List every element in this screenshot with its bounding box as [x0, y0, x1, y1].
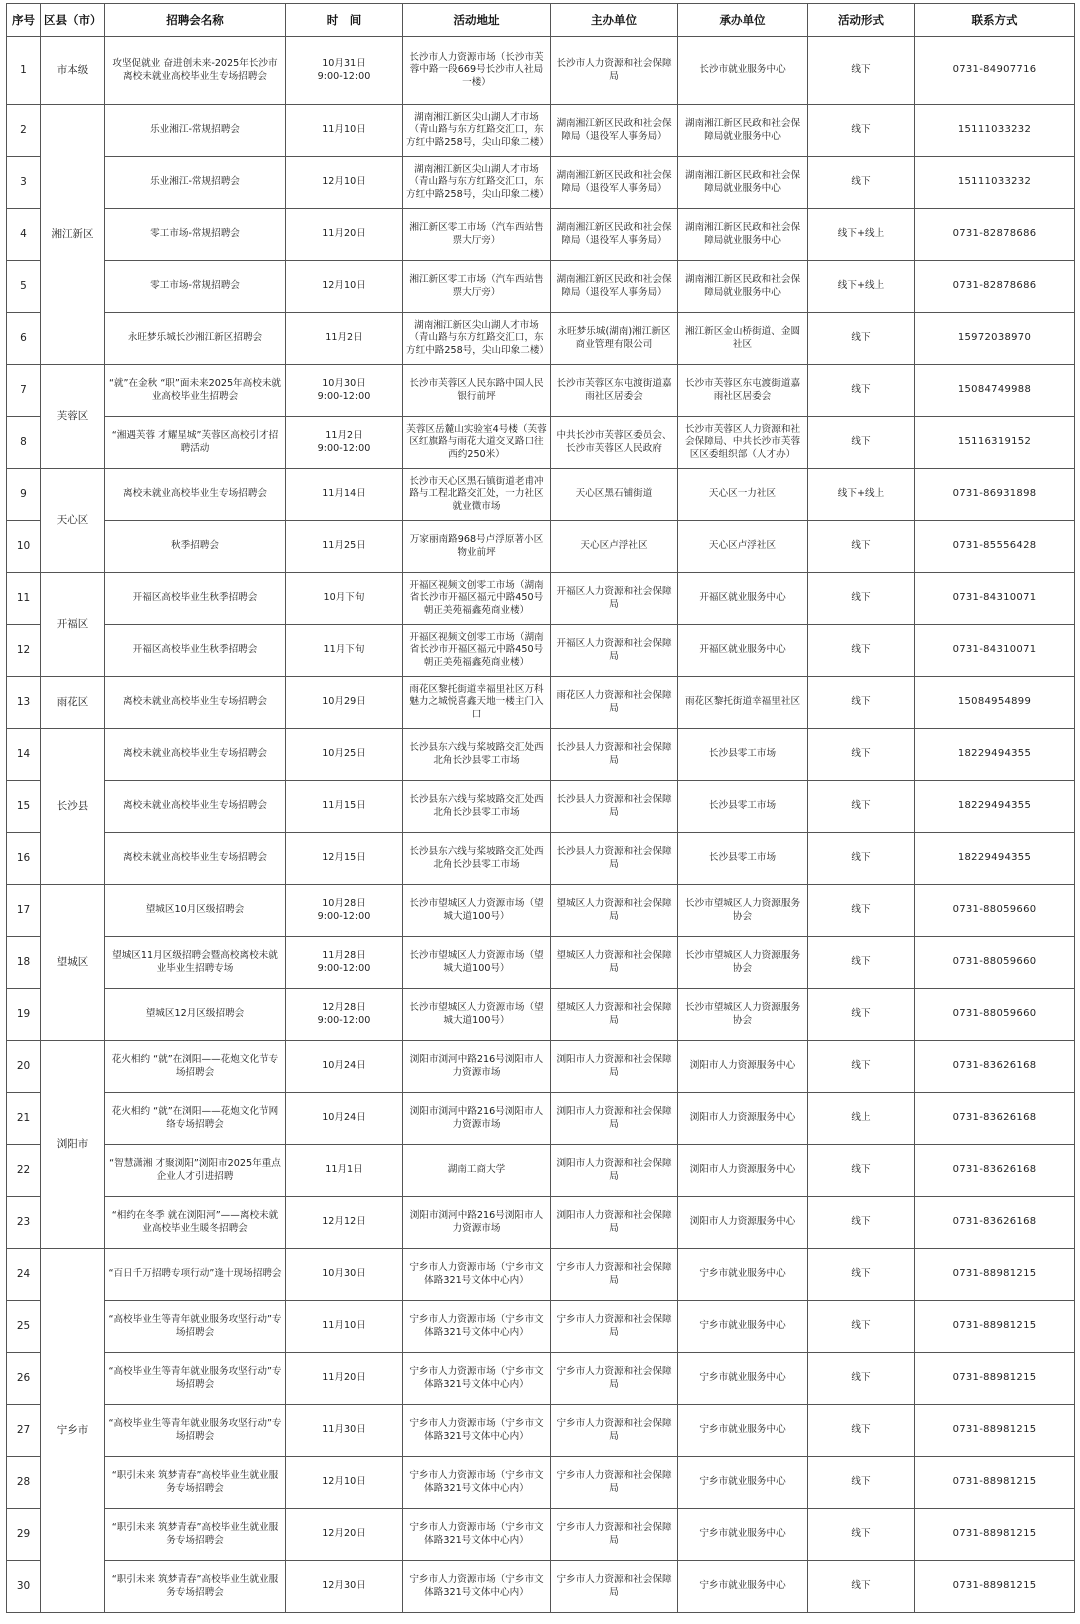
- row-number-cell: 5: [7, 261, 41, 313]
- format-cell: 线下: [808, 937, 915, 989]
- time-cell: 11月28日 9:00-12:00: [286, 937, 403, 989]
- format-cell: 线下: [808, 105, 915, 157]
- table-row: [7, 209, 1075, 261]
- organizer-cell: 开福区就业服务中心: [678, 573, 808, 625]
- contact-cell: 0731-88981215: [915, 1509, 1075, 1561]
- fair-name-cell: 离校未就业高校毕业生专场招聘会: [105, 469, 286, 521]
- organizer-cell: 长沙市望城区人力资源服务协会: [678, 989, 808, 1041]
- host-org-cell: 雨花区人力资源和社会保障局: [551, 677, 678, 729]
- time-cell: 11月20日: [286, 209, 403, 261]
- contact-cell: 0731-82878686: [915, 261, 1075, 313]
- format-cell: 线下: [808, 521, 915, 573]
- contact-cell: 0731-88059660: [915, 937, 1075, 989]
- time-cell: 11月30日: [286, 1405, 403, 1457]
- header-cell: 区县（市）: [41, 4, 105, 37]
- format-cell: 线下: [808, 157, 915, 209]
- time-cell: 11月2日 9:00-12:00: [286, 417, 403, 469]
- organizer-cell: 宁乡市就业服务中心: [678, 1405, 808, 1457]
- fair-name-cell: 零工市场-常规招聘会: [105, 261, 286, 313]
- address-cell: 长沙市人力资源市场（长沙市芙蓉中路一段669号长沙市人社局一楼）: [403, 37, 551, 105]
- format-cell: 线下: [808, 989, 915, 1041]
- fair-name-cell: “智慧潇湘 才聚浏阳”浏阳市2025年重点企业人才引进招聘: [105, 1145, 286, 1197]
- fair-name-cell: “职引未来 筑梦青春”高校毕业生就业服务专场招聘会: [105, 1457, 286, 1509]
- format-cell: 线下: [808, 313, 915, 365]
- contact-cell: 0731-85556428: [915, 521, 1075, 573]
- contact-cell: 0731-88981215: [915, 1405, 1075, 1457]
- table-row: [7, 105, 1075, 157]
- format-cell: 线下: [808, 885, 915, 937]
- contact-cell: 18229494355: [915, 729, 1075, 781]
- fair-name-cell: 花火相约 “就”在浏阳——花炮文化节专场招聘会: [105, 1041, 286, 1093]
- fair-name-cell: “相约在冬季 就在浏阳河”——离校未就业高校毕业生暖冬招聘会: [105, 1197, 286, 1249]
- host-org-cell: 长沙市人力资源和社会保障局: [551, 37, 678, 105]
- contact-cell: 0731-88981215: [915, 1457, 1075, 1509]
- format-cell: 线下: [808, 1145, 915, 1197]
- district-cell: 开福区: [41, 573, 105, 677]
- host-org-cell: 中共长沙市芙蓉区委员会、长沙市芙蓉区人民政府: [551, 417, 678, 469]
- organizer-cell: 浏阳市人力资源服务中心: [678, 1041, 808, 1093]
- table-row: [7, 1041, 1075, 1093]
- table-row: [7, 365, 1075, 417]
- table-row: [7, 885, 1075, 937]
- table-row: [7, 1509, 1075, 1561]
- table-row: [7, 261, 1075, 313]
- format-cell: 线下: [808, 1405, 915, 1457]
- header-cell: 主办单位: [551, 4, 678, 37]
- table-row: [7, 37, 1075, 105]
- district-cell: 长沙县: [41, 729, 105, 885]
- organizer-cell: 湖南湘江新区民政和社会保障局就业服务中心: [678, 209, 808, 261]
- address-cell: 宁乡市人力资源市场（宁乡市文体路321号文体中心内）: [403, 1457, 551, 1509]
- address-cell: 宁乡市人力资源市场（宁乡市文体路321号文体中心内）: [403, 1405, 551, 1457]
- district-cell: 湘江新区: [41, 105, 105, 365]
- format-cell: 线下+线上: [808, 469, 915, 521]
- host-org-cell: 长沙市芙蓉区东屯渡街道嘉雨社区居委会: [551, 365, 678, 417]
- fair-name-cell: 望城区10月区级招聘会: [105, 885, 286, 937]
- host-org-cell: 湖南湘江新区民政和社会保障局（退役军人事务局）: [551, 261, 678, 313]
- contact-cell: 15111033232: [915, 105, 1075, 157]
- contact-cell: 0731-84310071: [915, 625, 1075, 677]
- organizer-cell: 天心区一力社区: [678, 469, 808, 521]
- fair-name-cell: 望城区11月区级招聘会暨高校离校未就业毕业生招聘专场: [105, 937, 286, 989]
- row-number-cell: 22: [7, 1145, 41, 1197]
- header-cell: 招聘会名称: [105, 4, 286, 37]
- row-number-cell: 23: [7, 1197, 41, 1249]
- header-cell: 时 间: [286, 4, 403, 37]
- address-cell: 万家丽南路968号卢浮原著小区物业前坪: [403, 521, 551, 573]
- time-cell: 10月28日 9:00-12:00: [286, 885, 403, 937]
- row-number-cell: 24: [7, 1249, 41, 1301]
- time-cell: 11月25日: [286, 521, 403, 573]
- organizer-cell: 湘江新区金山桥街道、金圆社区: [678, 313, 808, 365]
- fair-name-cell: “职引未来 筑梦青春”高校毕业生就业服务专场招聘会: [105, 1509, 286, 1561]
- address-cell: 长沙县东六线与桨坡路交汇处西北角长沙县零工市场: [403, 833, 551, 885]
- row-number-cell: 6: [7, 313, 41, 365]
- row-number-cell: 18: [7, 937, 41, 989]
- address-cell: 湘江新区零工市场（汽车西站售票大厅旁）: [403, 261, 551, 313]
- fair-name-cell: “职引未来 筑梦青春”高校毕业生就业服务专场招聘会: [105, 1561, 286, 1613]
- host-org-cell: 宁乡市人力资源和社会保障局: [551, 1561, 678, 1613]
- table-row: [7, 1145, 1075, 1197]
- row-number-cell: 3: [7, 157, 41, 209]
- fair-name-cell: 离校未就业高校毕业生专场招聘会: [105, 729, 286, 781]
- table-row: [7, 573, 1075, 625]
- host-org-cell: 天心区卢浮社区: [551, 521, 678, 573]
- address-cell: 宁乡市人力资源市场（宁乡市文体路321号文体中心内）: [403, 1301, 551, 1353]
- contact-cell: 0731-84907716: [915, 37, 1075, 105]
- contact-cell: 0731-86931898: [915, 469, 1075, 521]
- host-org-cell: 湖南湘江新区民政和社会保障局（退役军人事务局）: [551, 209, 678, 261]
- address-cell: 宁乡市人力资源市场（宁乡市文体路321号文体中心内）: [403, 1509, 551, 1561]
- district-cell: 浏阳市: [41, 1041, 105, 1249]
- fair-name-cell: 乐业湘江-常规招聘会: [105, 157, 286, 209]
- host-org-cell: 宁乡市人力资源和社会保障局: [551, 1249, 678, 1301]
- table-row: [7, 1457, 1075, 1509]
- organizer-cell: 宁乡市就业服务中心: [678, 1457, 808, 1509]
- time-cell: 12月10日: [286, 261, 403, 313]
- row-number-cell: 11: [7, 573, 41, 625]
- organizer-cell: 湖南湘江新区民政和社会保障局就业服务中心: [678, 157, 808, 209]
- contact-cell: 0731-88059660: [915, 885, 1075, 937]
- address-cell: 雨花区黎托街道幸福里社区万科魅力之城悦喜鑫天地一楼主门入口: [403, 677, 551, 729]
- host-org-cell: 长沙县人力资源和社会保障局: [551, 781, 678, 833]
- host-org-cell: 宁乡市人力资源和社会保障局: [551, 1301, 678, 1353]
- table-body: [7, 37, 1075, 1613]
- host-org-cell: 湖南湘江新区民政和社会保障局（退役军人事务局）: [551, 157, 678, 209]
- address-cell: 浏阳市浏河中路216号浏阳市人力资源市场: [403, 1093, 551, 1145]
- time-cell: 12月10日: [286, 1457, 403, 1509]
- row-number-cell: 2: [7, 105, 41, 157]
- organizer-cell: 长沙县零工市场: [678, 833, 808, 885]
- table-row: [7, 625, 1075, 677]
- host-org-cell: 湖南湘江新区民政和社会保障局（退役军人事务局）: [551, 105, 678, 157]
- format-cell: 线下: [808, 1457, 915, 1509]
- organizer-cell: 长沙市望城区人力资源服务协会: [678, 937, 808, 989]
- format-cell: 线下+线上: [808, 209, 915, 261]
- table-row: [7, 1093, 1075, 1145]
- row-number-cell: 15: [7, 781, 41, 833]
- table-row: [7, 677, 1075, 729]
- table-row: [7, 313, 1075, 365]
- fair-name-cell: 离校未就业高校毕业生专场招聘会: [105, 833, 286, 885]
- contact-cell: 0731-88981215: [915, 1353, 1075, 1405]
- organizer-cell: 长沙市芙蓉区东屯渡街道嘉雨社区居委会: [678, 365, 808, 417]
- row-number-cell: 29: [7, 1509, 41, 1561]
- row-number-cell: 8: [7, 417, 41, 469]
- fair-name-cell: “就”在金秋 “职”面未来2025年高校未就业高校毕业生招聘会: [105, 365, 286, 417]
- format-cell: 线下: [808, 729, 915, 781]
- contact-cell: 0731-88981215: [915, 1561, 1075, 1613]
- contact-cell: 0731-83626168: [915, 1145, 1075, 1197]
- host-org-cell: 浏阳市人力资源和社会保障局: [551, 1145, 678, 1197]
- table-row: [7, 1301, 1075, 1353]
- table-row: [7, 833, 1075, 885]
- table-row: [7, 1249, 1075, 1301]
- time-cell: 10月25日: [286, 729, 403, 781]
- time-cell: 10月29日: [286, 677, 403, 729]
- table-row: [7, 417, 1075, 469]
- format-cell: 线下: [808, 573, 915, 625]
- fair-name-cell: 离校未就业高校毕业生专场招聘会: [105, 677, 286, 729]
- address-cell: 湖南湘江新区尖山湖人才市场（青山路与东方红路交汇口，东方红中路258号，尖山印象二楼）: [403, 157, 551, 209]
- address-cell: 宁乡市人力资源市场（宁乡市文体路321号文体中心内）: [403, 1249, 551, 1301]
- row-number-cell: 9: [7, 469, 41, 521]
- address-cell: 宁乡市人力资源市场（宁乡市文体路321号文体中心内）: [403, 1353, 551, 1405]
- format-cell: 线下: [808, 417, 915, 469]
- header-cell: 序号: [7, 4, 41, 37]
- address-cell: 长沙市望城区人力资源市场（望城大道100号）: [403, 885, 551, 937]
- time-cell: 10月31日 9:00-12:00: [286, 37, 403, 105]
- contact-cell: 0731-83626168: [915, 1197, 1075, 1249]
- host-org-cell: 浏阳市人力资源和社会保障局: [551, 1197, 678, 1249]
- format-cell: 线下: [808, 1197, 915, 1249]
- format-cell: 线下: [808, 1561, 915, 1613]
- row-number-cell: 20: [7, 1041, 41, 1093]
- job-fair-table: [6, 3, 1075, 1613]
- organizer-cell: 天心区卢浮社区: [678, 521, 808, 573]
- table-row: [7, 781, 1075, 833]
- address-cell: 开福区视频文创零工市场（湖南省长沙市开福区福元中路450号朝正美苑福鑫苑商业楼）: [403, 573, 551, 625]
- format-cell: 线上: [808, 1093, 915, 1145]
- fair-name-cell: 零工市场-常规招聘会: [105, 209, 286, 261]
- contact-cell: 0731-83626168: [915, 1041, 1075, 1093]
- contact-cell: 0731-88981215: [915, 1249, 1075, 1301]
- table-row: [7, 521, 1075, 573]
- host-org-cell: 开福区人力资源和社会保障局: [551, 625, 678, 677]
- address-cell: 长沙县东六线与桨坡路交汇处西北角长沙县零工市场: [403, 781, 551, 833]
- time-cell: 11月1日: [286, 1145, 403, 1197]
- address-cell: 浏阳市浏河中路216号浏阳市人力资源市场: [403, 1197, 551, 1249]
- address-cell: 湖南湘江新区尖山湖人才市场（青山路与东方红路交汇口，东方红中路258号，尖山印象二楼）: [403, 105, 551, 157]
- time-cell: 10月24日: [286, 1093, 403, 1145]
- contact-cell: 0731-82878686: [915, 209, 1075, 261]
- address-cell: 芙蓉区岳麓山实验室4号楼（芙蓉区红旗路与雨花大道交叉路口往西约250米）: [403, 417, 551, 469]
- time-cell: 10月30日 9:00-12:00: [286, 365, 403, 417]
- host-org-cell: 宁乡市人力资源和社会保障局: [551, 1353, 678, 1405]
- host-org-cell: 望城区人力资源和社会保障局: [551, 989, 678, 1041]
- organizer-cell: 浏阳市人力资源服务中心: [678, 1197, 808, 1249]
- host-org-cell: 浏阳市人力资源和社会保障局: [551, 1041, 678, 1093]
- row-number-cell: 30: [7, 1561, 41, 1613]
- district-cell: 望城区: [41, 885, 105, 1041]
- row-number-cell: 21: [7, 1093, 41, 1145]
- contact-cell: 0731-84310071: [915, 573, 1075, 625]
- fair-name-cell: “湘遇芙蓉 才耀星城”芙蓉区高校引才招聘活动: [105, 417, 286, 469]
- format-cell: 线下+线上: [808, 261, 915, 313]
- organizer-cell: 宁乡市就业服务中心: [678, 1301, 808, 1353]
- table-row: [7, 157, 1075, 209]
- row-number-cell: 19: [7, 989, 41, 1041]
- row-number-cell: 25: [7, 1301, 41, 1353]
- row-number-cell: 14: [7, 729, 41, 781]
- contact-cell: 15084954899: [915, 677, 1075, 729]
- organizer-cell: 长沙县零工市场: [678, 729, 808, 781]
- row-number-cell: 4: [7, 209, 41, 261]
- header-cell: 活动地址: [403, 4, 551, 37]
- address-cell: 宁乡市人力资源市场（宁乡市文体路321号文体中心内）: [403, 1561, 551, 1613]
- row-number-cell: 27: [7, 1405, 41, 1457]
- contact-cell: 0731-83626168: [915, 1093, 1075, 1145]
- host-org-cell: 开福区人力资源和社会保障局: [551, 573, 678, 625]
- time-cell: 11月下旬: [286, 625, 403, 677]
- organizer-cell: 湖南湘江新区民政和社会保障局就业服务中心: [678, 105, 808, 157]
- fair-name-cell: 望城区12月区级招聘会: [105, 989, 286, 1041]
- organizer-cell: 雨花区黎托街道幸福里社区: [678, 677, 808, 729]
- address-cell: 浏阳市浏河中路216号浏阳市人力资源市场: [403, 1041, 551, 1093]
- address-cell: 湖南工商大学: [403, 1145, 551, 1197]
- fair-name-cell: “高校毕业生等青年就业服务攻坚行动”专场招聘会: [105, 1353, 286, 1405]
- row-number-cell: 16: [7, 833, 41, 885]
- format-cell: 线下: [808, 1353, 915, 1405]
- fair-name-cell: 永旺梦乐城长沙湘江新区招聘会: [105, 313, 286, 365]
- fair-name-cell: 花火相约 “就”在浏阳——花炮文化节网络专场招聘会: [105, 1093, 286, 1145]
- format-cell: 线下: [808, 1249, 915, 1301]
- header-row: [7, 4, 1075, 37]
- table-row: [7, 1405, 1075, 1457]
- district-cell: 天心区: [41, 469, 105, 573]
- time-cell: 11月15日: [286, 781, 403, 833]
- district-cell: 雨花区: [41, 677, 105, 729]
- time-cell: 11月10日: [286, 105, 403, 157]
- row-number-cell: 1: [7, 37, 41, 105]
- district-cell: 芙蓉区: [41, 365, 105, 469]
- host-org-cell: 永旺梦乐城(湖南)湘江新区商业管理有限公司: [551, 313, 678, 365]
- host-org-cell: 望城区人力资源和社会保障局: [551, 885, 678, 937]
- format-cell: 线下: [808, 1041, 915, 1093]
- address-cell: 湘江新区零工市场（汽车西站售票大厅旁）: [403, 209, 551, 261]
- organizer-cell: 长沙市芙蓉区人力资源和社会保障局、中共长沙市芙蓉区区委组织部（人才办）: [678, 417, 808, 469]
- fair-name-cell: “高校毕业生等青年就业服务攻坚行动”专场招聘会: [105, 1301, 286, 1353]
- host-org-cell: 宁乡市人力资源和社会保障局: [551, 1509, 678, 1561]
- time-cell: 11月14日: [286, 469, 403, 521]
- time-cell: 12月12日: [286, 1197, 403, 1249]
- fair-name-cell: 开福区高校毕业生秋季招聘会: [105, 573, 286, 625]
- district-cell: 宁乡市: [41, 1249, 105, 1613]
- format-cell: 线下: [808, 37, 915, 105]
- time-cell: 10月下旬: [286, 573, 403, 625]
- row-number-cell: 28: [7, 1457, 41, 1509]
- address-cell: 长沙市天心区黑石镇街道老甫冲路与工程北路交汇处，一力社区就业微市场: [403, 469, 551, 521]
- time-cell: 10月24日: [286, 1041, 403, 1093]
- row-number-cell: 17: [7, 885, 41, 937]
- contact-cell: 18229494355: [915, 781, 1075, 833]
- time-cell: 12月15日: [286, 833, 403, 885]
- format-cell: 线下: [808, 625, 915, 677]
- address-cell: 长沙市望城区人力资源市场（望城大道100号）: [403, 937, 551, 989]
- contact-cell: 15972038970: [915, 313, 1075, 365]
- format-cell: 线下: [808, 781, 915, 833]
- contact-cell: 15116319152: [915, 417, 1075, 469]
- table-row: [7, 989, 1075, 1041]
- header-cell: 活动形式: [808, 4, 915, 37]
- time-cell: 12月20日: [286, 1509, 403, 1561]
- organizer-cell: 浏阳市人力资源服务中心: [678, 1093, 808, 1145]
- address-cell: 长沙市芙蓉区人民东路中国人民银行前坪: [403, 365, 551, 417]
- fair-name-cell: 秋季招聘会: [105, 521, 286, 573]
- host-org-cell: 长沙县人力资源和社会保障局: [551, 833, 678, 885]
- organizer-cell: 长沙市望城区人力资源服务协会: [678, 885, 808, 937]
- row-number-cell: 26: [7, 1353, 41, 1405]
- table-row: [7, 729, 1075, 781]
- host-org-cell: 望城区人力资源和社会保障局: [551, 937, 678, 989]
- district-cell: 市本级: [41, 37, 105, 105]
- organizer-cell: 宁乡市就业服务中心: [678, 1561, 808, 1613]
- format-cell: 线下: [808, 1301, 915, 1353]
- time-cell: 11月10日: [286, 1301, 403, 1353]
- organizer-cell: 宁乡市就业服务中心: [678, 1249, 808, 1301]
- format-cell: 线下: [808, 833, 915, 885]
- host-org-cell: 天心区黑石铺街道: [551, 469, 678, 521]
- time-cell: 11月20日: [286, 1353, 403, 1405]
- contact-cell: 0731-88981215: [915, 1301, 1075, 1353]
- host-org-cell: 浏阳市人力资源和社会保障局: [551, 1093, 678, 1145]
- time-cell: 10月30日: [286, 1249, 403, 1301]
- fair-name-cell: 离校未就业高校毕业生专场招聘会: [105, 781, 286, 833]
- table-row: [7, 1561, 1075, 1613]
- address-cell: 开福区视频文创零工市场（湖南省长沙市开福区福元中路450号朝正美苑福鑫苑商业楼）: [403, 625, 551, 677]
- time-cell: 11月2日: [286, 313, 403, 365]
- table-row: [7, 469, 1075, 521]
- contact-cell: 15084749988: [915, 365, 1075, 417]
- format-cell: 线下: [808, 365, 915, 417]
- fair-name-cell: 乐业湘江-常规招聘会: [105, 105, 286, 157]
- row-number-cell: 10: [7, 521, 41, 573]
- fair-name-cell: 攻坚促就业 奋进创未来-2025年长沙市离校未就业高校毕业生专场招聘会: [105, 37, 286, 105]
- header-cell: 联系方式: [915, 4, 1075, 37]
- format-cell: 线下: [808, 677, 915, 729]
- organizer-cell: 宁乡市就业服务中心: [678, 1509, 808, 1561]
- row-number-cell: 12: [7, 625, 41, 677]
- time-cell: 12月10日: [286, 157, 403, 209]
- address-cell: 湖南湘江新区尖山湖人才市场（青山路与东方红路交汇口，东方红中路258号，尖山印象二楼）: [403, 313, 551, 365]
- organizer-cell: 长沙县零工市场: [678, 781, 808, 833]
- format-cell: 线下: [808, 1509, 915, 1561]
- row-number-cell: 13: [7, 677, 41, 729]
- address-cell: 长沙县东六线与桨坡路交汇处西北角长沙县零工市场: [403, 729, 551, 781]
- table-row: [7, 1197, 1075, 1249]
- host-org-cell: 宁乡市人力资源和社会保障局: [551, 1405, 678, 1457]
- host-org-cell: 长沙县人力资源和社会保障局: [551, 729, 678, 781]
- host-org-cell: 宁乡市人力资源和社会保障局: [551, 1457, 678, 1509]
- header-cell: 承办单位: [678, 4, 808, 37]
- fair-name-cell: “百日千万招聘专项行动”逢十现场招聘会: [105, 1249, 286, 1301]
- address-cell: 长沙市望城区人力资源市场（望城大道100号）: [403, 989, 551, 1041]
- contact-cell: 18229494355: [915, 833, 1075, 885]
- row-number-cell: 7: [7, 365, 41, 417]
- organizer-cell: 开福区就业服务中心: [678, 625, 808, 677]
- fair-name-cell: “高校毕业生等青年就业服务攻坚行动”专场招聘会: [105, 1405, 286, 1457]
- table-row: [7, 1353, 1075, 1405]
- time-cell: 12月30日: [286, 1561, 403, 1613]
- fair-name-cell: 开福区高校毕业生秋季招聘会: [105, 625, 286, 677]
- organizer-cell: 湖南湘江新区民政和社会保障局就业服务中心: [678, 261, 808, 313]
- organizer-cell: 长沙市就业服务中心: [678, 37, 808, 105]
- organizer-cell: 浏阳市人力资源服务中心: [678, 1145, 808, 1197]
- table-row: [7, 937, 1075, 989]
- contact-cell: 0731-88059660: [915, 989, 1075, 1041]
- contact-cell: 15111033232: [915, 157, 1075, 209]
- time-cell: 12月28日 9:00-12:00: [286, 989, 403, 1041]
- organizer-cell: 宁乡市就业服务中心: [678, 1353, 808, 1405]
